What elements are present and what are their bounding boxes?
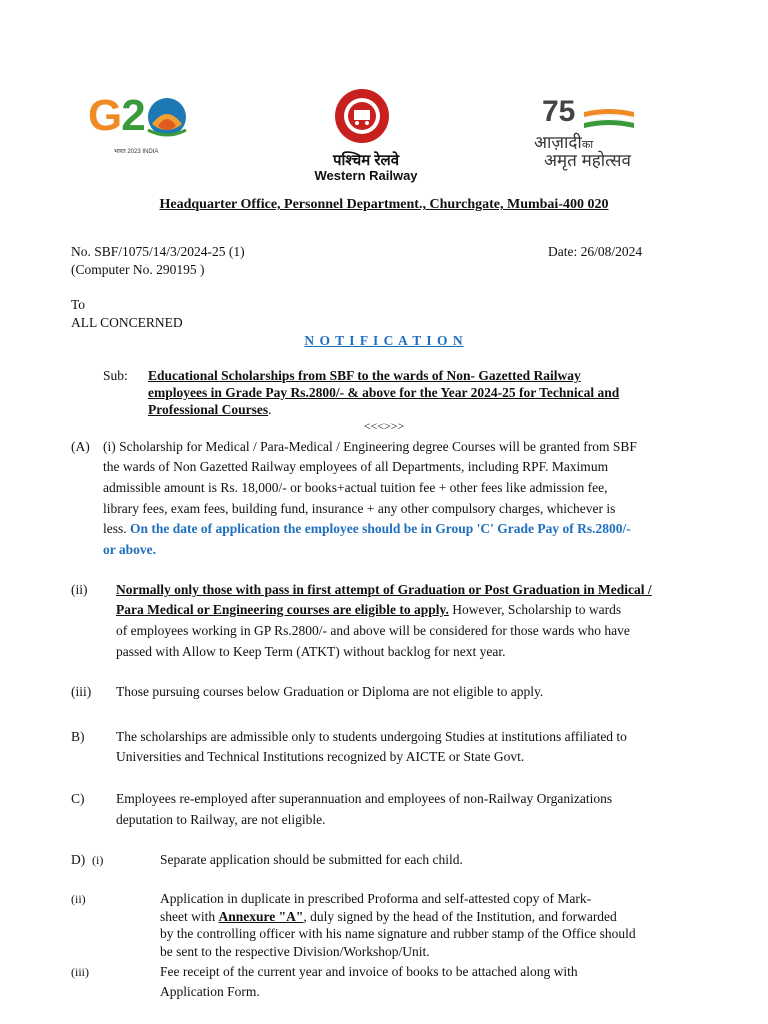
to-label: To <box>71 297 86 312</box>
section-d-label: D) <box>71 852 86 867</box>
section-c-line-1: Employees re-employed after superannuation and employees of non-Railway Organizations <box>116 791 613 806</box>
section-a-i-line-5: less. <box>103 521 130 536</box>
section-b-line-2: Universities and Technical Institutions recognized by AICTE or State Govt. <box>116 749 525 764</box>
group-c-eligibility-note: On the date of application the employee should be in Group 'C' Grade Pay of Rs.2800/- <box>130 521 631 536</box>
aka-line2: अमृत महोत्सव <box>544 151 631 170</box>
section-d-iii-line-1: Fee receipt of the current year and invoice of books to be attached along with <box>160 964 578 979</box>
section-a-i-line-2: the wards of Non Gazetted Railway employees of all Departments, including RPF. Maximum <box>103 459 609 474</box>
section-d-ii-line-4: be sent to the respective Division/Workshop/Unit. <box>160 944 430 959</box>
office-heading: Headquarter Office, Personnel Department., Churchgate, Mumbai-400 020 <box>159 197 609 212</box>
g20-logo: G2 भारत 2023 INDIA <box>88 92 198 162</box>
railway-emblem-icon <box>334 88 390 144</box>
reference-number: No. SBF/1075/14/3/2024-25 (1) <box>71 244 245 259</box>
section-d-iii-line-2: Application Form. <box>160 984 260 999</box>
tricolor-flag-icon <box>584 108 634 130</box>
section-d-iii-label: (iii) <box>71 965 89 979</box>
azadi-ka-amrit-mahotsav-logo <box>532 96 652 172</box>
section-b-line-1: The scholarships are admissible only to students undergoing Studies at institutions affiliated to <box>116 729 627 744</box>
section-d-ii-line-3: by the controlling officer with his name signature and rubber stamp of the Office should <box>160 926 636 941</box>
g20-subtitle: भारत 2023 INDIA <box>114 149 159 155</box>
section-a-i-line-1: (i) Scholarship for Medical / Para-Medical / Engineering degree Courses will be granted from SBF <box>103 439 637 454</box>
western-railway-logo <box>296 88 436 188</box>
section-c-label: C) <box>71 791 85 806</box>
railway-english-name: Western Railway <box>314 168 418 183</box>
subject-label: Sub: <box>103 368 128 383</box>
section-a-i-line-3: admissible amount is Rs. 18,000/- or books+actual tuition fee + other fees like admission fee, <box>103 480 608 495</box>
group-c-eligibility-note-end: or above. <box>103 542 156 557</box>
section-ii-line-2-rest: However, Scholarship to wards <box>448 602 622 617</box>
aka-number: 75 <box>542 95 576 128</box>
lotus-globe-icon <box>144 96 190 142</box>
issue-date: Date: 26/08/2024 <box>548 244 643 259</box>
railway-hindi-name: पश्चिम रेलवे <box>332 152 400 169</box>
computer-number: (Computer No. 290195 ) <box>71 262 205 277</box>
subject-line-1: Educational Scholarships from SBF to the wards of Non- Gazetted Railway <box>148 368 581 383</box>
aka-ka: का <box>581 139 594 151</box>
section-iii-text: Those pursuing courses below Graduation or Diploma are not eligible to apply. <box>116 684 544 699</box>
section-d-i-label: (i) <box>92 853 104 867</box>
subject-separator: <<<>>> <box>363 419 405 433</box>
section-a-i-line-4: library fees, exam fees, building fund, insurance + any other compulsory charges, whichever is <box>103 501 616 516</box>
annexure-a-reference: Annexure "A" <box>218 909 304 924</box>
section-ii-line-2: Para Medical or Engineering courses are eligible to apply. <box>116 602 449 617</box>
section-ii-label: (ii) <box>71 582 88 597</box>
section-d-i-text: Separate application should be submitted for each child. <box>160 852 463 867</box>
notification-title: N O T I F I C A T I O N <box>304 333 464 348</box>
section-b-label: B) <box>71 729 85 744</box>
section-d-ii-label: (ii) <box>71 892 86 906</box>
section-ii-line-1: Normally only those with pass in first attempt of Graduation or Post Graduation in Medical / <box>116 582 652 597</box>
subject-line-2: employees in Grade Pay Rs.2800/- & above for the Year 2024-25 for Technical and <box>148 385 620 400</box>
section-ii-line-3: of employees working in GP Rs.2800/- and above will be considered for those wards who have <box>116 623 630 638</box>
section-iii-label: (iii) <box>71 684 92 699</box>
section-c-line-2: deputation to Railway, are not eligible. <box>116 812 326 827</box>
aka-line1: आज़ादी <box>534 133 582 152</box>
section-a-label: (A) <box>71 439 90 454</box>
subject-line-3: Professional Courses <box>148 402 269 417</box>
addressee: ALL CONCERNED <box>71 315 183 330</box>
section-d-ii-line-1: Application in duplicate in prescribed Proforma and self-attested copy of Mark- <box>160 891 592 906</box>
section-ii-line-4: passed with Allow to Keep Term (ATKT) without backlog for next year. <box>116 644 506 659</box>
